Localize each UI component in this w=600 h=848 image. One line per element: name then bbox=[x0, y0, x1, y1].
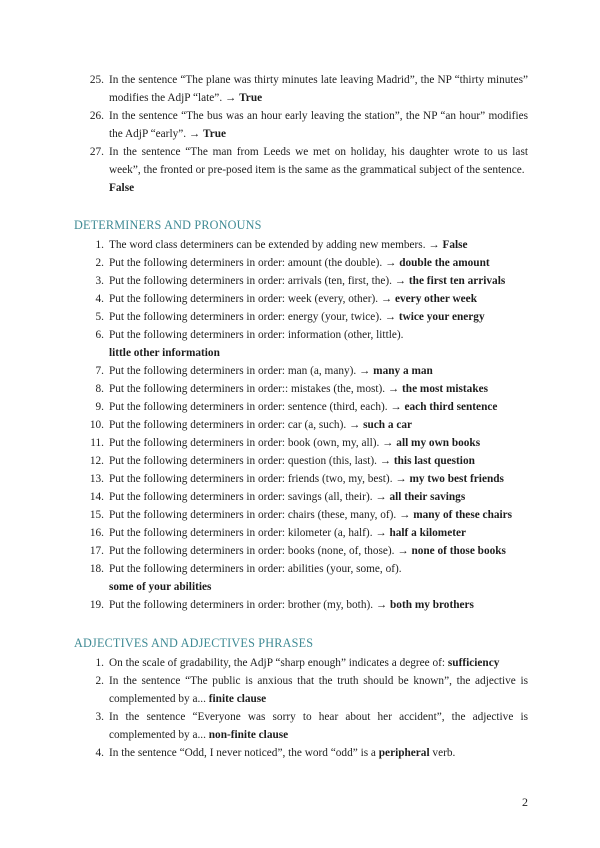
item-number: 3. bbox=[95, 275, 104, 287]
item-text: Put the following determiners in order: sentence (third, each). → bbox=[109, 401, 405, 413]
item-answer: peripheral bbox=[378, 747, 430, 759]
item-text: Put the following determiners in order: amount (the double). → bbox=[109, 257, 400, 269]
item-number: 12. bbox=[89, 455, 104, 467]
item-text: Put the following determiners in order: information (other, little). bbox=[109, 329, 404, 341]
list-item bbox=[0, 654, 600, 672]
item-answer: all my own books bbox=[396, 437, 481, 449]
item-number: 10. bbox=[89, 419, 104, 431]
item-answer: none of those books bbox=[411, 545, 506, 557]
item-answer: sufficiency bbox=[447, 657, 500, 669]
list-item bbox=[0, 362, 600, 380]
item-number: 27. bbox=[89, 146, 104, 158]
item-text: Put the following determiners in order: week (every, other). → bbox=[109, 293, 395, 305]
item-answer: some of your abilities bbox=[109, 581, 212, 593]
list-item bbox=[0, 398, 600, 416]
list-item bbox=[0, 506, 600, 524]
item-number: 2. bbox=[95, 257, 104, 269]
item-answer: the first ten arrivals bbox=[408, 275, 506, 287]
item-text: The word class determiners can be extended by adding new members. → bbox=[109, 239, 443, 251]
item-text: In the sentence “The public is anxious that the truth should be known”, the adjective is complemented by a... bbox=[109, 675, 528, 705]
item-text: Put the following determiners in order: book (own, my, all). → bbox=[109, 437, 397, 449]
item-number: 4. bbox=[95, 293, 104, 305]
item-answer: True bbox=[203, 128, 227, 140]
list-item bbox=[0, 542, 600, 560]
list-item bbox=[0, 272, 600, 290]
adjectives-list bbox=[0, 654, 600, 762]
item-number: 17. bbox=[89, 545, 104, 557]
item-text: In the sentence “The plane was thirty minutes late leaving Madrid”, the NP “thirty minutes” modifies the AdjP “late”. → bbox=[109, 74, 528, 104]
item-answer: this last question bbox=[393, 455, 475, 467]
list-item bbox=[0, 380, 600, 398]
item-answer: twice your energy bbox=[398, 311, 485, 323]
list-item bbox=[0, 143, 600, 197]
item-number: 18. bbox=[89, 563, 104, 575]
item-number: 15. bbox=[89, 509, 104, 521]
page-number: 2 bbox=[522, 795, 528, 809]
item-answer: the most mistakes bbox=[402, 383, 489, 395]
item-number: 14. bbox=[89, 491, 104, 503]
item-text: Put the following determiners in order: abilities (your, some, of). bbox=[109, 563, 402, 575]
list-item bbox=[0, 326, 600, 362]
list-item bbox=[0, 254, 600, 272]
item-number: 26. bbox=[89, 110, 104, 122]
item-answer: such a car bbox=[363, 419, 413, 431]
item-text: Put the following determiners in order:: mistakes (the, most). → bbox=[109, 383, 403, 395]
list-item bbox=[0, 416, 600, 434]
list-item bbox=[0, 708, 600, 744]
list-item bbox=[0, 236, 600, 254]
item-answer: all their savings bbox=[389, 491, 466, 503]
item-text: In the sentence “Everyone was sorry to hear about her accident”, the adjective is complemented by a... bbox=[109, 711, 528, 741]
item-number: 13. bbox=[89, 473, 104, 485]
item-text: Put the following determiners in order: brother (my, both). → bbox=[109, 599, 391, 611]
item-text: Put the following determiners in order: savings (all, their). → bbox=[109, 491, 390, 503]
item-answer: both my brothers bbox=[390, 599, 474, 611]
list-item bbox=[0, 672, 600, 708]
item-text: Put the following determiners in order: friends (two, my, best). → bbox=[109, 473, 410, 485]
list-item bbox=[0, 560, 600, 596]
item-answer: many of these chairs bbox=[413, 509, 513, 521]
item-text: In the sentence “The man from Leeds we met on holiday, his daughter wrote to us last week”, the fronted or pre-posed item is the same as the grammatical subject of the sentence. bbox=[109, 146, 528, 176]
list-item bbox=[0, 524, 600, 542]
item-text: Put the following determiners in order: arrivals (ten, first, the). → bbox=[109, 275, 409, 287]
item-number: 2. bbox=[95, 675, 104, 687]
item-number: 25. bbox=[89, 74, 104, 86]
item-text: Put the following determiners in order: car (a, such). → bbox=[109, 419, 364, 431]
item-text: Put the following determiners in order: kilometer (a, half). → bbox=[109, 527, 390, 539]
item-text: In the sentence “Odd, I never noticed”, the word “odd” is a bbox=[109, 747, 379, 759]
previous-section-list bbox=[0, 71, 600, 197]
list-item bbox=[0, 71, 600, 107]
item-text: Put the following determiners in order: question (this, last). → bbox=[109, 455, 394, 467]
list-item bbox=[0, 488, 600, 506]
item-answer: each third sentence bbox=[404, 401, 498, 413]
list-item bbox=[0, 470, 600, 488]
item-tail: verb. bbox=[429, 747, 456, 759]
item-text: In the sentence “The bus was an hour early leaving the station”, the NP “an hour” modifies the AdjP “early”. → bbox=[109, 110, 528, 140]
item-answer: many a man bbox=[373, 365, 433, 377]
item-number: 11. bbox=[90, 437, 104, 449]
item-answer: True bbox=[239, 92, 263, 104]
item-number: 19. bbox=[89, 599, 104, 611]
item-number: 7. bbox=[95, 365, 104, 377]
item-number: 4. bbox=[95, 747, 104, 759]
item-text: On the scale of gradability, the AdjP “sharp enough” indicates a degree of: bbox=[109, 657, 448, 669]
list-item bbox=[0, 107, 600, 143]
item-answer: little other information bbox=[109, 347, 220, 359]
list-item bbox=[0, 744, 600, 762]
item-text: Put the following determiners in order: books (none, of, those). → bbox=[109, 545, 412, 557]
list-item bbox=[0, 308, 600, 326]
item-answer: False bbox=[442, 239, 468, 251]
item-answer: every other week bbox=[395, 293, 477, 305]
list-item bbox=[0, 596, 600, 614]
item-number: 16. bbox=[89, 527, 104, 539]
item-answer: False bbox=[109, 182, 135, 194]
section-heading-adjectives: ADJECTIVES AND ADJECTIVES PHRASES bbox=[74, 636, 314, 650]
item-text: Put the following determiners in order: man (a, many). → bbox=[109, 365, 374, 377]
item-number: 9. bbox=[95, 401, 104, 413]
list-item bbox=[0, 290, 600, 308]
item-number: 8. bbox=[95, 383, 104, 395]
determiners-list bbox=[0, 236, 600, 614]
list-item bbox=[0, 434, 600, 452]
item-number: 3. bbox=[95, 711, 104, 723]
item-number: 1. bbox=[95, 657, 104, 669]
item-answer: finite clause bbox=[208, 693, 267, 705]
item-answer: half a kilometer bbox=[389, 527, 467, 539]
item-answer: non-finite clause bbox=[208, 729, 289, 741]
item-text: Put the following determiners in order: chairs (these, many, of). → bbox=[109, 509, 414, 521]
list-item bbox=[0, 452, 600, 470]
item-number: 6. bbox=[95, 329, 104, 341]
item-number: 5. bbox=[95, 311, 104, 323]
section-heading-determiners: DETERMINERS AND PRONOUNS bbox=[74, 218, 262, 232]
item-answer: double the amount bbox=[399, 257, 490, 269]
item-number: 1. bbox=[95, 239, 104, 251]
item-answer: my two best friends bbox=[409, 473, 504, 485]
item-text: Put the following determiners in order: energy (your, twice). → bbox=[109, 311, 399, 323]
